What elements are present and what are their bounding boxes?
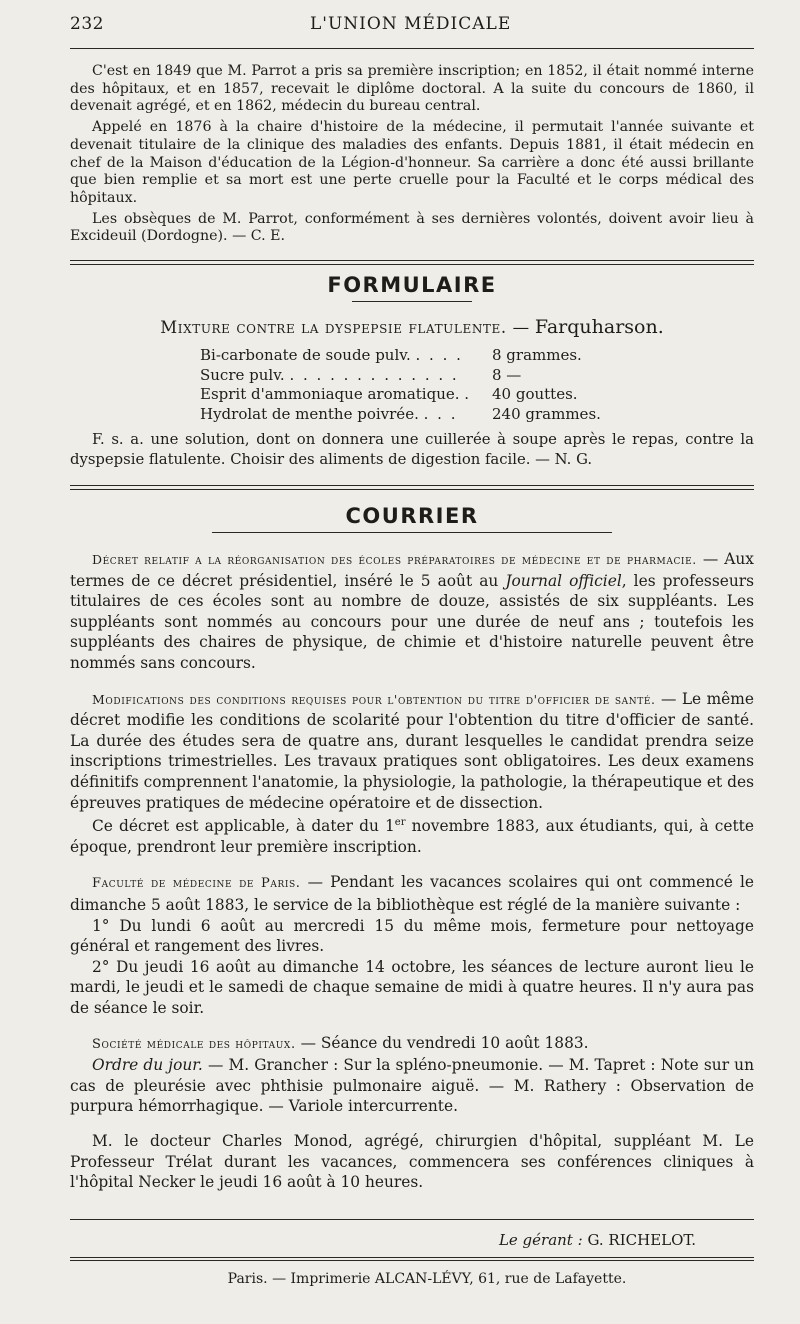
journal-title: L'UNION MÉDICALE [310,14,512,34]
obituary-paragraph-2: Appelé en 1876 à la chaire d'histoire de la médecine, il permutait l'année suivante et devenait titulaire de la clinique des maladies des enfants. Depuis 1881, il était médecin en chef de la Maison d'éducation de la Légion-d'honneur. Sa carrière a donc été aussi brillante que bien remplie et sa mort est une perte cruelle pour la Faculté et le corps médical des hôpitaux. [70,119,754,206]
faculte-item-2: 2° Du jeudi 16 août au dimanche 14 octobre, les séances de lecture auront lieu le mardi, le jeudi et le samedi de chaque semaine de midi à quatre heures. Il n'y aura pas de séance le soir. [70,957,754,1018]
decret-text: — Aux termes de ce décret présidentiel, inséré le 5 août au [70,550,754,590]
ingredients-table [200,346,602,424]
formula-author: Farquharson. [534,316,664,339]
formula-name: Mixture contre la dyspepsie flatulente. — [160,318,530,338]
ingredient-name: Esprit d'ammoniaque aromatique. [200,385,460,404]
ingredient-quantity: 8 — [492,365,522,384]
page-header [70,14,754,48]
faculte-item-1: 1° Du lundi 6 août au mercredi 15 du même mois, fermeture pour nettoyage général et rangement des livres. [70,916,754,956]
modifications-paragraph [70,689,754,814]
ingredient-name: Bi-carbonate de soude pulv. [200,346,411,365]
monod-paragraph: M. le docteur Charles Monod, agrégé, chirurgien d'hôpital, suppléant M. Le Professeur Trélat durant les vacances, commencera ses conférences cliniques à l'hôpital Necker le jeudi 16 août à 10 heures. [70,1132,754,1192]
ordre-text: — M. Grancher : Sur la spléno-pneumonie. — M. Tapret : Note sur un cas de pleurésie avec phthisie pulmonaire aiguë. — M. Rathery : Observation de purpura hémorrhagique. — Variole intercurrente. [70,1056,754,1116]
ingredient-leaders: . [464,385,472,404]
societe-text: — Séance du vendredi 10 août 1883. [300,1033,589,1052]
ordre-label: Ordre du jour. [92,1056,203,1075]
ingredient-quantity: 240 grammes. [492,404,601,423]
applicable-paragraph [70,813,754,857]
section-divider [70,485,754,490]
courrier-section [70,504,754,1193]
formulaire-title-rule [352,301,472,302]
ingredient-row [200,405,602,425]
decret-paragraph [70,549,754,674]
formula-heading [70,316,754,338]
applicable-sup: er [394,817,406,829]
modifications-heading: Modifications des conditions requises pour l'obtention du titre d'officier de santé. [92,691,656,707]
footer-divider [70,1257,754,1261]
formulaire-title: FORMULAIRE [327,273,497,298]
obituary-paragraph-3: Les obsèques de M. Parrot, conformément à ses dernières volontés, doivent avoir lieu à Excideuil (Dordogne). — C. E. [70,210,754,245]
ingredient-leaders: . . . [423,404,458,423]
decret-text-2: , les professeurs titulaires de ces écoles sont au nombre de douze, assistés de six suppléants. Les suppléants sont nommés au concours pour une durée de neuf ans ; toutefois les suppléants des chaires de physique, de chimie et d'histoire naturelle peuvent être nommés sans concours. [70,571,754,672]
decret-heading: Décret relatif a la réorganisation des écoles préparatoires de médecine et de pharmacie. [92,552,697,568]
faculte-paragraph [70,872,754,915]
obituary-section [70,63,754,246]
ordre-paragraph [70,1055,754,1117]
section-divider [70,260,754,265]
gerant-name: G. RICHELOT. [587,1230,696,1249]
faculte-text: — Pendant les vacances scolaires qui ont commencé le dimanche 5 août 1883, le service de la bibliothèque est réglé de la manière suivante : [70,873,755,915]
obituary-paragraph-1: C'est en 1849 que M. Parrot a pris sa première inscription; en 1852, il était nommé interne des hôpitaux, et en 1857, recevait le diplôme doctoral. A la suite du concours de 1860, il devenait agrégé, et en 1862, médecin du bureau central. [70,63,754,115]
societe-heading: Société médicale des hôpitaux. [92,1036,296,1052]
formula-instructions: F. s. a. une solution, dont on donnera une cuillerée à soupe après le repas, contre la dyspepsie flatulente. Choisir des aliments de digestion facile. — N. G. [70,431,754,468]
ingredient-row [200,366,602,386]
journal-officiel: Journal officiel [505,571,622,590]
courrier-title-rule [212,532,612,533]
applicable-text: Ce décret est applicable, à dater du 1 [92,817,395,836]
applicable-text-2: novembre 1883, aux étudiants, qui, à cette époque, prendront leur première inscription. [70,817,754,856]
formulaire-section [70,273,754,469]
ingredient-quantity: 40 gouttes. [492,385,578,404]
ingredient-quantity: 8 grammes. [492,346,582,365]
faculte-heading: Faculté de médecine de Paris. [92,876,301,892]
footer-rule [70,1219,754,1220]
gerant-signature [70,1231,754,1249]
gerant-label: Le gérant : [498,1230,583,1249]
ingredient-row [200,346,602,366]
printer-line: Paris. — Imprimerie ALCAN-LÉVY, 61, rue de Lafayette. [227,1270,627,1287]
modifications-text: — Le même décret modifie les conditions de scolarité pour l'obtention du titre d'officier de santé. La durée des études sera de quatre ans, durant lesquelles le candidat prendra seize inscriptions trimestrielles. Les travaux pratiques sont obligatoires. Les deux examens définitifs comprennent l'anatomie, la physiologie, la pathologie, la thérapeutique et des épreuves pratiques de médecine opératoire et de dissection. [70,689,754,812]
ingredient-leaders: . . . . . . . . . . . . . [289,365,459,384]
page-number: 232 [70,14,104,34]
societe-paragraph [70,1033,754,1056]
ingredient-leaders: . . . . [415,346,463,365]
ingredient-name: Sucre pulv. [200,365,285,384]
header-rule [70,48,754,49]
ingredient-row [200,385,602,405]
ingredient-name: Hydrolat de menthe poivrée. [200,404,419,423]
courrier-title: COURRIER [345,504,479,529]
